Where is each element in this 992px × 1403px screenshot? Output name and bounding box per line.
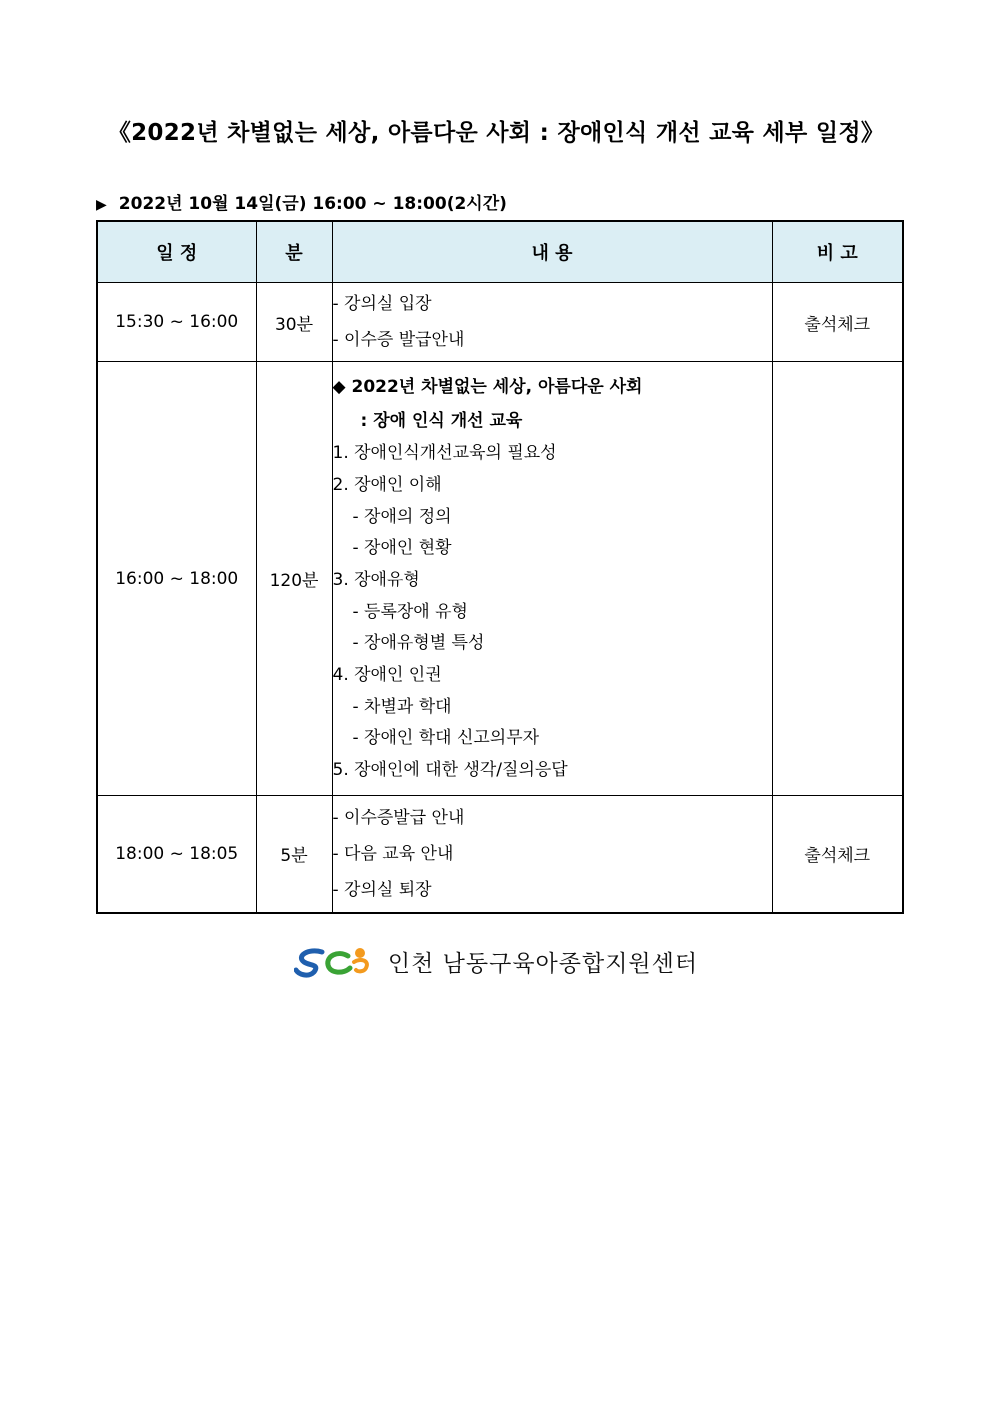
content-item: 4. 장애인 인권 bbox=[332, 665, 442, 686]
session-heading: ◆ 2022년 차별없는 세상, 아름다운 사회 bbox=[332, 377, 643, 398]
header-content: 내 용 bbox=[332, 221, 772, 283]
document-title: 《2022년 차별없는 세상, 아름다운 사회 : 장애인식 개선 교육 세부 일정》 bbox=[107, 120, 885, 146]
triangle-bullet-icon: ▶ bbox=[96, 197, 107, 213]
content-line: - 이수증발급 안내 bbox=[332, 807, 465, 828]
note-cell: 출석체크 bbox=[772, 283, 903, 362]
time-cell: 15:30 ~ 16:00 bbox=[97, 283, 256, 362]
header-duration: 분 bbox=[256, 221, 332, 283]
content-subitem: - 장애의 정의 bbox=[352, 506, 452, 527]
content-item: 2. 장애인 이해 bbox=[332, 474, 442, 495]
footer bbox=[0, 944, 992, 978]
content-line: - 강의실 퇴장 bbox=[332, 879, 432, 900]
duration-cell: 5분 bbox=[256, 796, 332, 913]
table-row bbox=[97, 362, 903, 796]
time-cell: 18:00 ~ 18:05 bbox=[97, 796, 256, 913]
session-subheading: : 장애 인식 개선 교육 bbox=[360, 411, 523, 432]
note-cell: 출석체크 bbox=[772, 796, 903, 913]
content-subitem: - 장애인 학대 신고의무자 bbox=[352, 728, 540, 749]
note-cell bbox=[772, 362, 903, 796]
content-subitem: - 차별과 학대 bbox=[352, 696, 452, 717]
content-subitem: - 장애인 현황 bbox=[352, 538, 452, 559]
header-note: 비 고 bbox=[772, 221, 903, 283]
table-row bbox=[97, 283, 903, 362]
content-cell bbox=[332, 796, 772, 913]
table-row bbox=[97, 796, 903, 913]
content-cell bbox=[332, 283, 772, 362]
org-name: 인천 남동구육아종합지원센터 bbox=[387, 950, 699, 977]
header-time: 일 정 bbox=[97, 221, 256, 283]
date-text: 2022년 10월 14일(금) 16:00 ~ 18:00(2시간) bbox=[118, 194, 507, 214]
content-line: - 이수증 발급안내 bbox=[332, 330, 465, 350]
duration-cell: 30분 bbox=[256, 283, 332, 362]
content-item: 1. 장애인식개선교육의 필요성 bbox=[332, 443, 557, 464]
content-subitem: - 장애유형별 특성 bbox=[352, 633, 485, 654]
content-line: - 다음 교육 안내 bbox=[332, 843, 454, 864]
time-cell: 16:00 ~ 18:00 bbox=[97, 362, 256, 796]
center-logo-icon bbox=[294, 944, 376, 978]
content-item: 5. 장애인에 대한 생각/질의응답 bbox=[332, 760, 568, 781]
content-line: - 강의실 입장 bbox=[332, 294, 432, 314]
content-item: 3. 장애유형 bbox=[332, 569, 420, 590]
content-subitem: - 등록장애 유형 bbox=[352, 601, 468, 622]
content-cell bbox=[332, 362, 772, 796]
duration-cell: 120분 bbox=[256, 362, 332, 796]
date-line bbox=[96, 189, 507, 214]
header-row bbox=[97, 221, 903, 283]
schedule-table bbox=[96, 220, 904, 914]
